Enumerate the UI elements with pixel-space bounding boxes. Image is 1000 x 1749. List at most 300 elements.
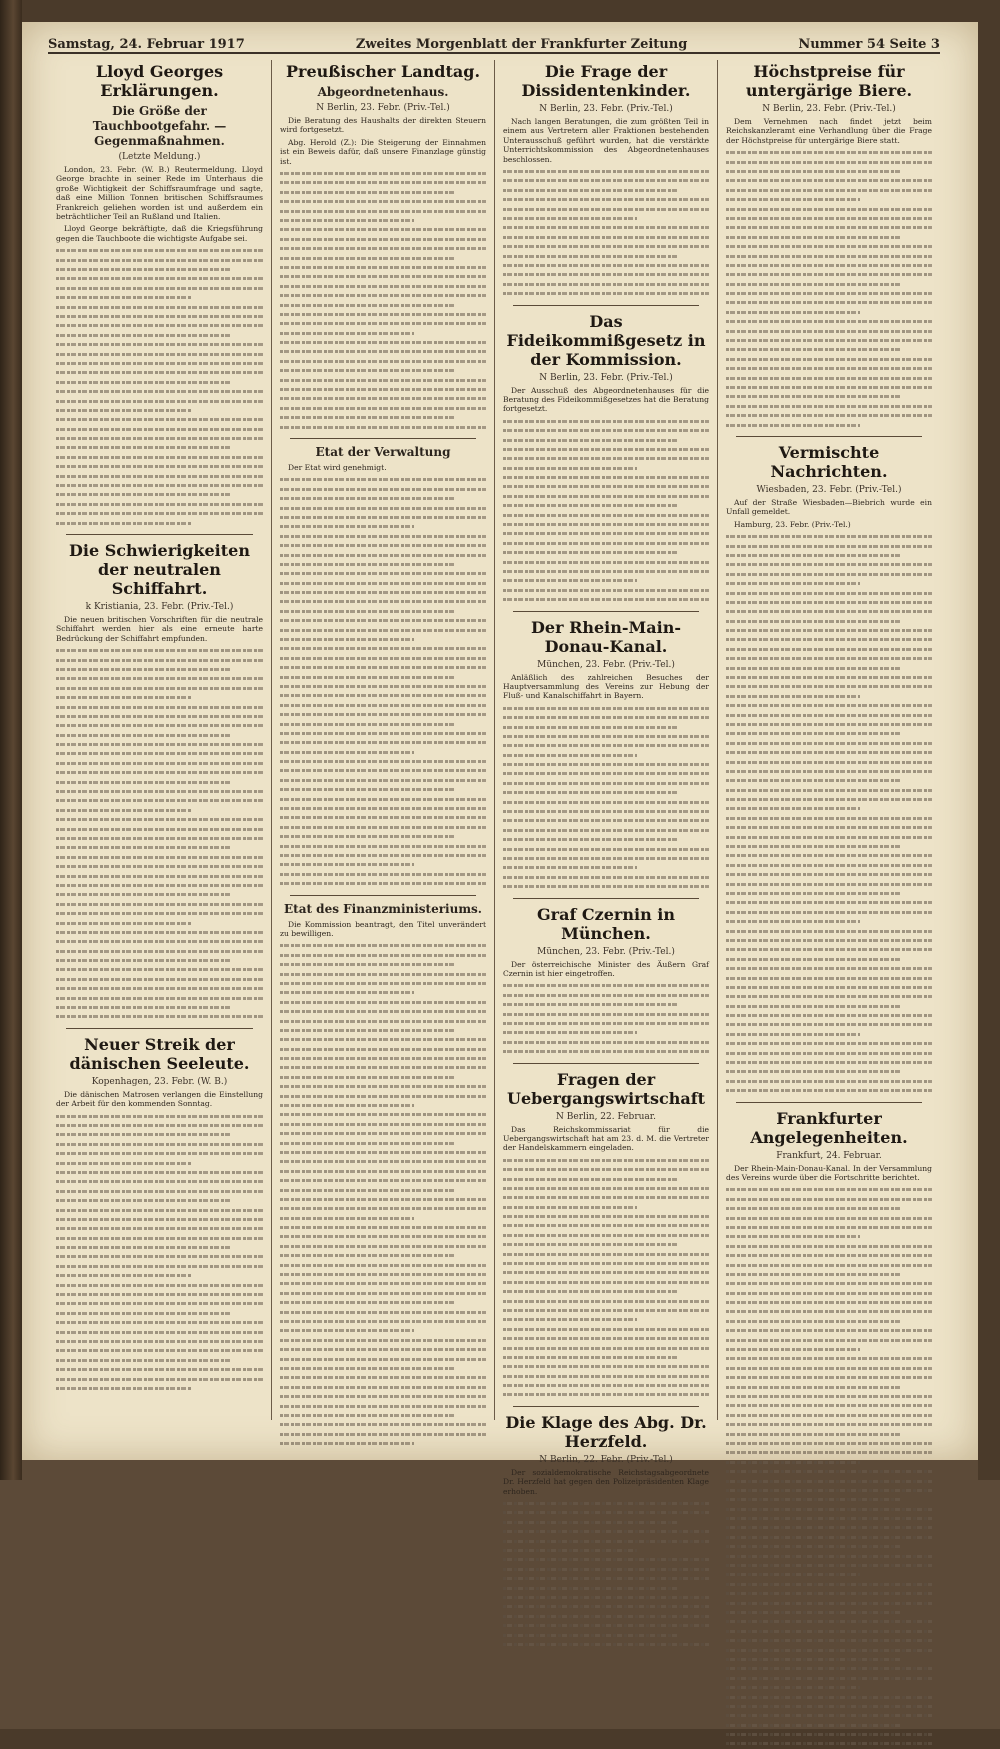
text-line	[503, 436, 709, 445]
text-line	[280, 1073, 486, 1082]
text-line	[280, 1007, 486, 1016]
text-line	[726, 542, 932, 551]
text-line	[503, 1518, 709, 1527]
article-paragraph: Die neuen britischen Vorschriften für die neutrale Schiffahrt werden hier als eine erneute harte Bedrückung der Schiffahrt empfunden.	[56, 614, 263, 643]
text-line	[280, 1176, 486, 1185]
text-line	[726, 195, 932, 204]
article	[503, 62, 709, 299]
text-line	[56, 1365, 263, 1374]
text-line	[726, 1373, 932, 1382]
article	[726, 62, 932, 430]
text-line	[280, 823, 486, 832]
text-line	[503, 1334, 709, 1343]
text-line	[280, 513, 486, 522]
article-dateline: Kopenhagen, 23. Febr. (W. B.)	[91, 1076, 228, 1087]
text-line	[280, 960, 486, 969]
text-line	[56, 1243, 263, 1252]
text-line	[726, 1721, 932, 1730]
text-line	[280, 1195, 486, 1204]
text-line	[56, 1003, 263, 1012]
text-line	[503, 1175, 709, 1184]
text-line	[726, 1495, 932, 1504]
text-line	[280, 1054, 486, 1063]
text-line	[280, 654, 486, 663]
text-line	[280, 813, 486, 822]
article-divider	[66, 534, 253, 535]
text-line	[726, 1354, 932, 1363]
text-line	[503, 1325, 709, 1334]
text-line	[280, 1308, 486, 1317]
article-divider	[513, 1063, 699, 1064]
text-line	[56, 284, 263, 293]
text-line	[726, 1242, 932, 1251]
text-line	[726, 720, 932, 729]
article-headline: Lloyd Georges Erklärungen.	[95, 62, 224, 100]
article-dateline: Frankfurt, 24. Februar.	[776, 1150, 882, 1161]
text-line	[280, 1355, 486, 1364]
text-line	[726, 823, 932, 832]
text-line	[726, 1067, 932, 1076]
text-line	[56, 881, 263, 890]
article-dateline: N Berlin, 23. Febr. (Priv.-Tel.)	[539, 372, 673, 383]
text-line	[56, 796, 263, 805]
text-line	[726, 795, 932, 804]
text-line	[726, 1674, 932, 1683]
text-line	[56, 665, 263, 674]
text-line	[726, 814, 932, 823]
article-divider	[736, 1102, 922, 1103]
text-line	[280, 766, 486, 775]
text-line	[726, 908, 932, 917]
text-line	[56, 368, 263, 377]
text-line	[726, 1307, 932, 1316]
text-line	[503, 816, 709, 825]
text-line	[726, 317, 932, 326]
article-headline: Die Klage des Abg. Dr. Herzfeld.	[505, 1412, 707, 1451]
text-line	[503, 417, 709, 426]
text-line	[56, 490, 263, 499]
text-line	[503, 1268, 709, 1277]
text-line	[503, 529, 709, 538]
text-line	[56, 862, 263, 871]
text-line	[280, 485, 486, 494]
text-line	[56, 519, 263, 528]
text-line	[280, 644, 486, 653]
text-line	[56, 1290, 263, 1299]
article-divider	[513, 898, 699, 899]
text-line	[56, 956, 263, 965]
article-dateline: N Berlin, 22. Februar.	[556, 1111, 656, 1122]
article-dateline: Wiesbaden, 23. Febr. (Priv.-Tel.)	[756, 484, 902, 495]
text-line	[280, 1336, 486, 1345]
text-line	[726, 532, 932, 541]
text-line	[726, 1364, 932, 1373]
text-line	[726, 1185, 932, 1194]
text-line	[726, 1039, 932, 1048]
text-line	[503, 280, 709, 289]
article-divider	[736, 436, 922, 437]
text-line	[56, 397, 263, 406]
text-line	[280, 879, 486, 888]
text-line	[280, 1045, 486, 1054]
text-line	[503, 1565, 709, 1574]
text-line	[503, 1047, 709, 1056]
text-line	[280, 626, 486, 635]
article-headline: Vermischte Nachrichten.	[770, 442, 888, 481]
text-line	[726, 880, 932, 889]
text-line	[726, 1533, 932, 1542]
article	[56, 534, 263, 1022]
text-line	[280, 541, 486, 550]
text-line	[726, 917, 932, 926]
text-line	[280, 757, 486, 766]
text-line	[726, 598, 932, 607]
text-line	[280, 1223, 486, 1232]
text-line	[56, 481, 263, 490]
text-line	[726, 1411, 932, 1420]
text-line	[503, 1353, 709, 1362]
text-line	[726, 617, 932, 626]
text-line	[726, 1542, 932, 1551]
text-line	[56, 359, 263, 368]
text-line	[726, 1223, 932, 1232]
text-line	[56, 1112, 263, 1121]
text-line	[726, 1251, 932, 1260]
text-line	[56, 1234, 263, 1243]
text-line	[56, 1318, 263, 1327]
text-line	[280, 1148, 486, 1157]
text-line	[503, 242, 709, 251]
text-line	[280, 319, 486, 328]
article-paragraph: Das Reichskommissariat für die Uebergangswirtschaft hat am 23. d. M. die Vertreter der Handelskammern eingeladen.	[503, 1124, 709, 1153]
article	[503, 898, 709, 1057]
text-line	[726, 327, 932, 336]
text-line	[503, 1612, 709, 1621]
text-line	[280, 597, 486, 606]
text-line	[726, 298, 932, 307]
text-line	[280, 1364, 486, 1373]
text-line	[280, 569, 486, 578]
article-headline: Graf Czernin in München.	[537, 904, 675, 943]
article-headline: Das Fideikommißgesetz in der Kommission.	[506, 311, 706, 369]
text-line	[726, 701, 932, 710]
text-line	[56, 674, 263, 683]
text-line	[726, 345, 932, 354]
text-line	[280, 1232, 486, 1241]
text-line	[503, 223, 709, 232]
column-4	[717, 60, 940, 1420]
column-1	[48, 60, 271, 1420]
text-line	[503, 1584, 709, 1593]
text-line	[726, 1599, 932, 1608]
text-line	[726, 374, 932, 383]
text-line	[503, 873, 709, 882]
text-line	[503, 1315, 709, 1324]
article-dateline: N Berlin, 23. Febr. (Priv.-Tel.)	[316, 103, 450, 113]
text-line	[726, 270, 932, 279]
article	[503, 1406, 709, 1649]
text-line	[726, 1589, 932, 1598]
text-line	[503, 586, 709, 595]
text-line	[56, 759, 263, 768]
text-line	[56, 1130, 263, 1139]
text-line	[56, 947, 263, 956]
text-line	[726, 579, 932, 588]
text-line	[280, 1289, 486, 1298]
text-line	[280, 254, 486, 263]
text-line	[503, 713, 709, 722]
text-line	[503, 1212, 709, 1221]
text-line	[280, 551, 486, 560]
text-line	[503, 1221, 709, 1230]
text-line	[726, 1636, 932, 1645]
text-line	[56, 256, 263, 265]
text-line	[726, 308, 932, 317]
text-line	[280, 291, 486, 300]
text-line	[726, 1430, 932, 1439]
text-line	[503, 835, 709, 844]
article	[503, 611, 709, 892]
article-paragraph: Der Ausschuß des Abgeordnetenhauses für die Beratung des Fideikommißgesetzes hat die Beratung fortgesetzt.	[503, 385, 709, 414]
text-line	[280, 376, 486, 385]
text-line	[280, 738, 486, 747]
article-subhead: Abgeordnetenhaus.	[317, 85, 449, 99]
text-line	[56, 1375, 263, 1384]
text-line	[503, 1537, 709, 1546]
text-line	[726, 992, 932, 1001]
text-line	[280, 1261, 486, 1270]
text-line	[726, 1711, 932, 1720]
text-line	[503, 1259, 709, 1268]
text-line	[56, 1215, 263, 1224]
text-line	[280, 710, 486, 719]
text-line	[726, 1693, 932, 1702]
text-line	[56, 265, 263, 274]
text-line	[503, 863, 709, 872]
text-line	[280, 169, 486, 178]
text-line	[726, 1086, 932, 1095]
text-line	[726, 355, 932, 364]
text-line	[726, 1345, 932, 1354]
text-line	[503, 539, 709, 548]
text-line	[726, 870, 932, 879]
text-line	[280, 1110, 486, 1119]
article-paragraph: Abg. Herold (Z.): Die Steigerung der Einnahmen ist ein Beweis dafür, daß unsere Finanzlage günstig ist.	[280, 137, 486, 166]
text-line	[503, 1203, 709, 1212]
text-line	[726, 1730, 932, 1739]
article	[56, 62, 263, 528]
article	[503, 1063, 709, 1400]
text-line	[280, 776, 486, 785]
text-line	[280, 394, 486, 403]
text-line	[726, 635, 932, 644]
text-line	[503, 233, 709, 242]
text-line	[726, 1467, 932, 1476]
text-line	[56, 984, 263, 993]
text-line	[503, 1602, 709, 1611]
article-dateline: k Kristiania, 23. Febr. (Priv.-Tel.)	[85, 601, 234, 612]
text-line	[726, 833, 932, 842]
text-line	[726, 842, 932, 851]
text-line	[280, 1439, 486, 1448]
text-line	[503, 991, 709, 1000]
text-line	[726, 673, 932, 682]
text-line	[503, 1593, 709, 1602]
text-line	[726, 1261, 932, 1270]
text-line	[726, 1448, 932, 1457]
text-line	[726, 739, 932, 748]
text-line	[280, 851, 486, 860]
text-line	[726, 223, 932, 232]
text-line	[726, 729, 932, 738]
text-line	[56, 815, 263, 824]
text-line	[503, 1038, 709, 1047]
text-line	[280, 244, 486, 253]
text-line	[726, 964, 932, 973]
text-line	[280, 225, 486, 234]
text-line	[726, 1505, 932, 1514]
text-line	[280, 504, 486, 513]
text-line	[726, 974, 932, 983]
text-line	[726, 383, 932, 392]
article-paragraph: Die dänischen Matrosen verlangen die Einstellung der Arbeit für den kommenden Sonntag.	[56, 1089, 263, 1109]
text-line	[280, 663, 486, 672]
text-line	[56, 415, 263, 424]
text-line	[56, 1328, 263, 1337]
text-line	[56, 500, 263, 509]
article-divider	[513, 305, 699, 306]
text-line	[56, 994, 263, 1003]
column-3	[494, 60, 717, 1496]
text-line	[56, 350, 263, 359]
text-line	[280, 197, 486, 206]
text-line	[280, 1139, 486, 1148]
text-line	[280, 282, 486, 291]
text-line	[503, 854, 709, 863]
text-line	[56, 293, 263, 302]
text-line	[726, 1570, 932, 1579]
text-line	[726, 654, 932, 663]
article-headline: Die Schwierigkeiten der neutralen Schiffahrt.	[69, 540, 250, 598]
text-line	[280, 1420, 486, 1429]
article-paragraph: Dem Vernehmen nach findet jetzt beim Reichskanzleramt eine Verhandlung über die Frage der Höchstpreise für untergärige Biere statt.	[726, 117, 932, 145]
text-line	[280, 1026, 486, 1035]
text-line	[503, 595, 709, 604]
text-line	[726, 1336, 932, 1345]
text-line	[726, 748, 932, 757]
text-line	[503, 548, 709, 557]
text-line	[726, 936, 932, 945]
text-line	[726, 1523, 932, 1532]
text-line	[280, 560, 486, 569]
article-paragraph: Lloyd George bekräftigte, daß die Kriegsführung gegen die Tauchboote die wichtigste Aufgabe sei.	[56, 224, 263, 243]
text-line	[56, 721, 263, 730]
text-line	[280, 795, 486, 804]
text-line	[280, 310, 486, 319]
text-line	[503, 473, 709, 482]
text-line	[726, 626, 932, 635]
text-line	[503, 807, 709, 816]
text-line	[726, 364, 932, 373]
article	[280, 62, 486, 432]
text-line	[280, 329, 486, 338]
text-line	[726, 167, 932, 176]
text-line	[503, 723, 709, 732]
text-line	[503, 426, 709, 435]
text-line	[726, 758, 932, 767]
text-line	[726, 551, 932, 560]
text-line	[56, 1177, 263, 1186]
text-line	[503, 176, 709, 185]
text-line	[56, 453, 263, 462]
text-line	[56, 246, 263, 255]
text-line	[280, 1129, 486, 1138]
article	[503, 305, 709, 605]
text-line	[726, 1214, 932, 1223]
text-line	[726, 411, 932, 420]
text-line	[726, 205, 932, 214]
text-line	[726, 1392, 932, 1401]
text-line	[726, 1383, 932, 1392]
text-line	[56, 684, 263, 693]
article	[726, 1102, 932, 1749]
article-paragraph: Hamburg, 23. Febr. (Priv.-Tel.)	[734, 519, 851, 529]
text-line	[280, 1186, 486, 1195]
text-line	[503, 1287, 709, 1296]
article-dateline: (Letzte Meldung.)	[118, 152, 201, 162]
masthead-title: Zweites Morgenblatt der Frankfurter Zeitung	[355, 37, 688, 52]
article-headline: Frankfurter Angelegenheiten.	[750, 1108, 908, 1147]
text-line	[503, 1508, 709, 1517]
text-line	[726, 176, 932, 185]
text-line	[726, 682, 932, 691]
text-line	[280, 720, 486, 729]
text-line	[280, 607, 486, 616]
text-line	[726, 1655, 932, 1664]
text-line	[56, 509, 263, 518]
text-line	[280, 1063, 486, 1072]
article-paragraph: London, 23. Febr. (W. B.) Reutermeldung. Lloyd George brachte in seiner Rede im Unterhaus die große Wichtigkeit der Schiffsraumfrage und sagte, daß eine Million Tonnen britischen Schiffsraumes Frankreich geliehen worden ist und außerdem ein beträchtlicher Teil an Rußland und Italien.	[56, 165, 263, 222]
text-line	[726, 1401, 932, 1410]
text-line	[280, 216, 486, 225]
text-line	[726, 289, 932, 298]
text-line	[56, 778, 263, 787]
text-line	[503, 567, 709, 576]
text-line	[726, 1580, 932, 1589]
text-line	[503, 1631, 709, 1640]
text-line	[503, 1000, 709, 1009]
text-line	[503, 205, 709, 214]
text-line	[726, 242, 932, 251]
text-line	[726, 1683, 932, 1692]
text-line	[503, 482, 709, 491]
text-line	[503, 1574, 709, 1583]
text-line	[56, 462, 263, 471]
text-line	[726, 1077, 932, 1086]
text-line	[503, 270, 709, 279]
text-line	[280, 347, 486, 356]
text-line	[503, 520, 709, 529]
text-line	[56, 1159, 263, 1168]
text-line	[56, 331, 263, 340]
text-line	[726, 589, 932, 598]
text-line	[280, 1298, 486, 1307]
text-line	[280, 979, 486, 988]
text-line	[56, 731, 263, 740]
text-line	[503, 1165, 709, 1174]
text-line	[726, 1030, 932, 1039]
text-line	[56, 274, 263, 283]
